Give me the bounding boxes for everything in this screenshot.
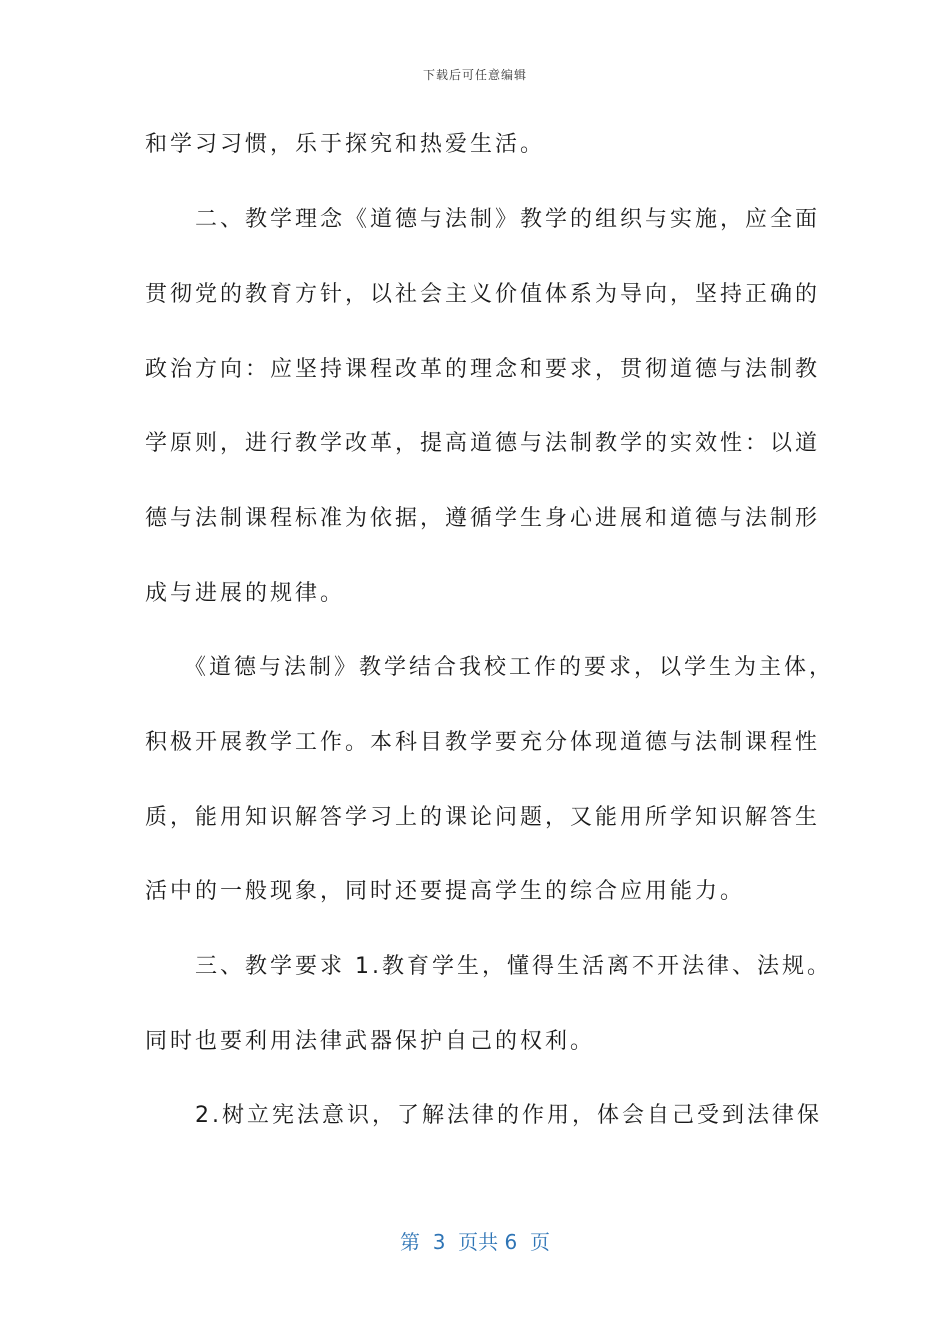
body-line: 德与法制课程标准为依据，遵循学生身心进展和道德与法制形 [145, 506, 821, 531]
body-line: 学原则，进行教学改革，提高道德与法制教学的实效性：以道 [145, 431, 821, 456]
body-line: 同时也要利用法律武器保护自己的权利。 [145, 1029, 596, 1054]
page-header: 下载后可任意编辑 [422, 68, 527, 82]
body-line: 和学习习惯，乐于探究和热爱生活。 [145, 132, 546, 157]
body-line: 二、教学理念《道德与法制》教学的组织与实施，应全面 [145, 207, 821, 232]
body-line: 成与进展的规律。 [145, 581, 346, 606]
body-line: 贯彻党的教育方针，以社会主义价值体系为导向，坚持正确的 [145, 282, 821, 307]
body-line: 积极开展教学工作。本科目教学要充分体现道德与法制课程性 [145, 730, 821, 755]
body-line: 2.树立宪法意识，了解法律的作用，体会自己受到法律保 [145, 1103, 822, 1128]
body-line: 三、教学要求 1.教育学生，懂得生活离不开法律、法规。 [145, 954, 832, 979]
body-line: 政治方向：应坚持课程改革的理念和要求，贯彻道德与法制教 [145, 357, 821, 382]
body-line: 活中的一般现象，同时还要提高学生的综合应用能力。 [145, 879, 746, 904]
page-number-footer: 第 3 页共 6 页 [400, 1230, 550, 1254]
body-line: 《道德与法制》教学结合我校工作的要求，以学生为主体， [145, 655, 835, 680]
body-line: 质，能用知识解答学习上的课论问题，又能用所学知识解答生 [145, 805, 821, 830]
